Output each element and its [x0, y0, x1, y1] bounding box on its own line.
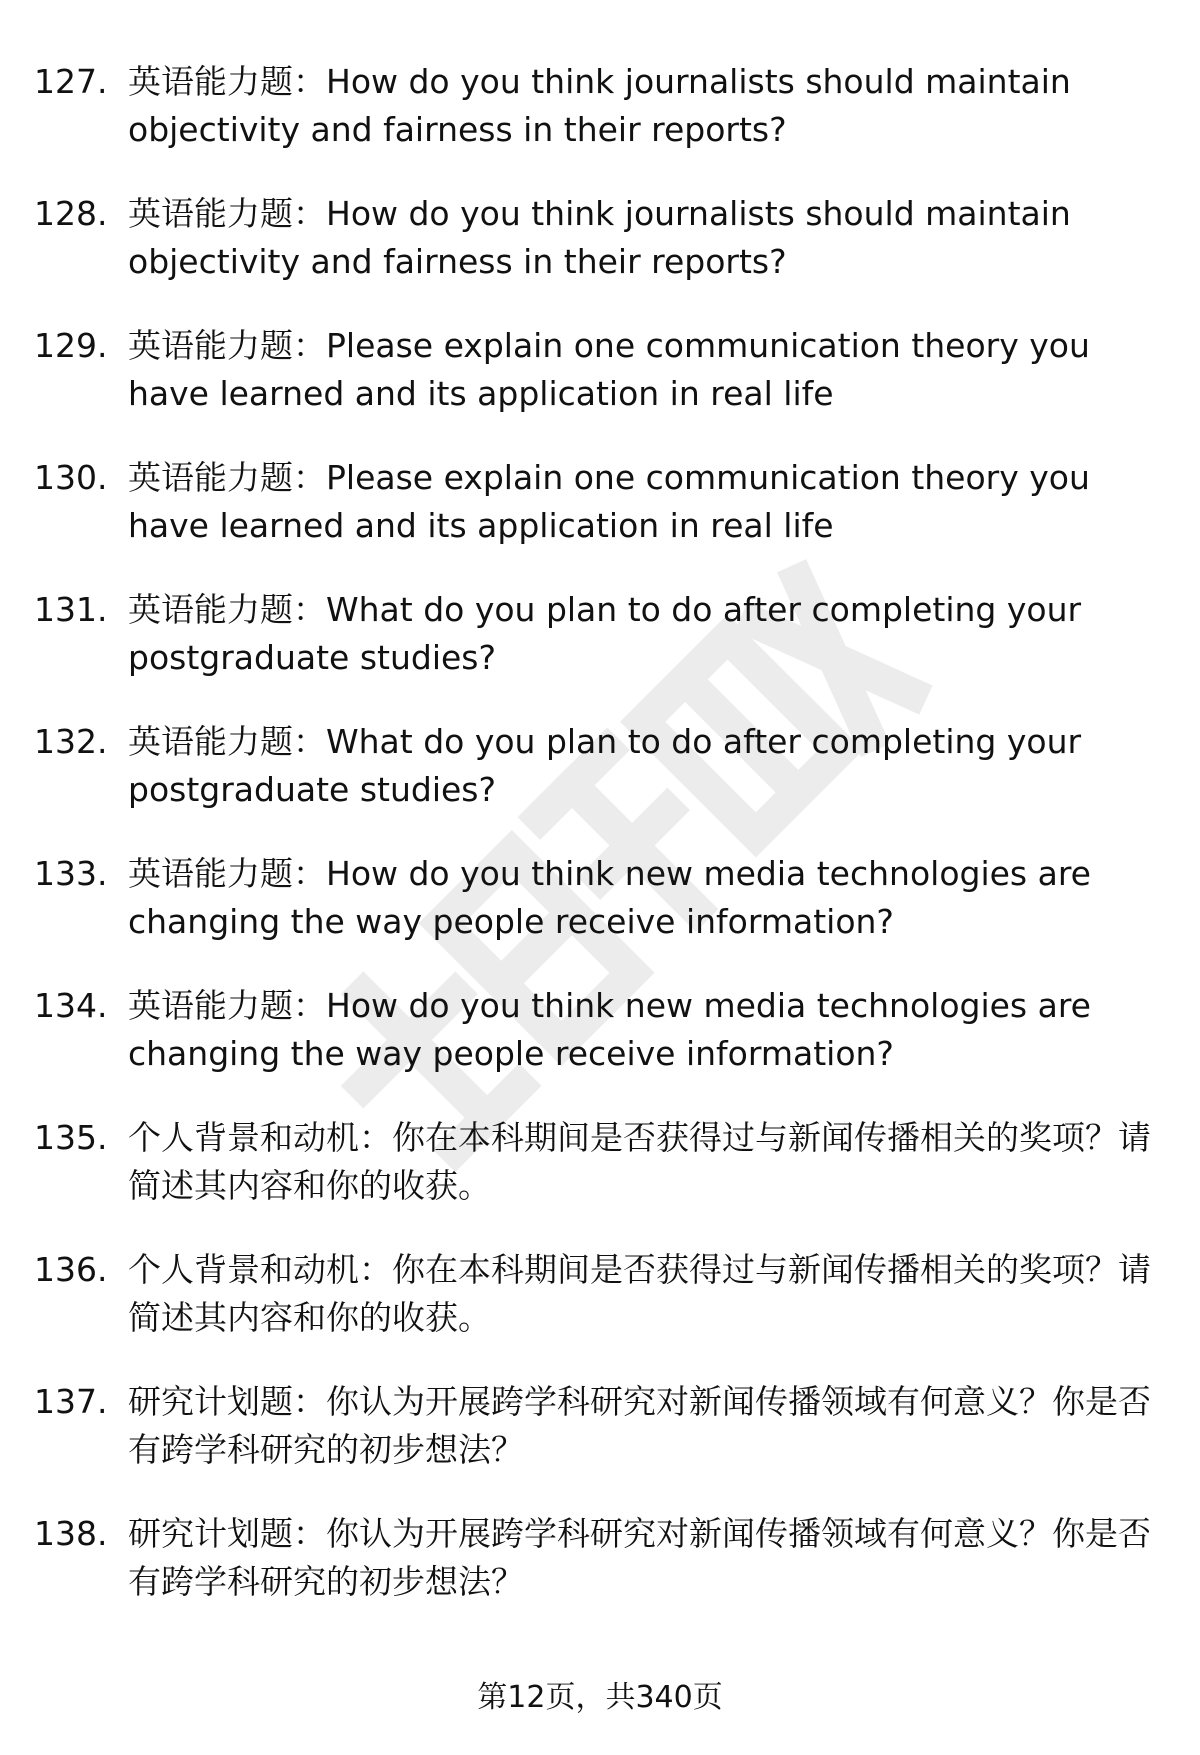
question-number: 134.	[34, 986, 108, 1025]
question-number: 137.	[34, 1382, 108, 1421]
question-number: 129.	[34, 326, 108, 365]
question-text: 英语能力题：Please explain one communication theory you have learned and its application in real life	[128, 326, 1090, 413]
question-number: 127.	[34, 62, 108, 101]
question-item-128	[0, 190, 1200, 322]
question-item-133	[0, 850, 1200, 982]
question-number: 131.	[34, 590, 108, 629]
question-number: 138.	[34, 1514, 108, 1553]
question-text: 英语能力题：What do you plan to do after completing your postgraduate studies?	[128, 590, 1082, 677]
question-text: 个人背景和动机：你在本科期间是否获得过与新闻传播相关的奖项？请简述其内容和你的收获。	[128, 1118, 1151, 1205]
question-text: 英语能力题：What do you plan to do after completing your postgraduate studies?	[128, 722, 1082, 809]
question-number: 132.	[34, 722, 108, 761]
page-number: 第12页，共340页	[477, 1680, 723, 1715]
question-number: 130.	[34, 458, 108, 497]
question-number: 133.	[34, 854, 108, 893]
question-item-132	[0, 718, 1200, 850]
question-item-134	[0, 982, 1200, 1114]
question-text: 英语能力题：Please explain one communication theory you have learned and its application in real life	[128, 458, 1090, 545]
question-list	[0, 58, 1200, 1642]
question-number: 128.	[34, 194, 108, 233]
question-text: 英语能力题：How do you think new media technologies are changing the way people receive information?	[128, 986, 1091, 1073]
question-text: 研究计划题：你认为开展跨学科研究对新闻传播领域有何意义？你是否有跨学科研究的初步想法？	[128, 1382, 1151, 1469]
question-item-129	[0, 322, 1200, 454]
question-text: 英语能力题：How do you think new media technologies are changing the way people receive information?	[128, 854, 1091, 941]
question-text: 英语能力题：How do you think journalists should maintain objectivity and fairness in their reports?	[128, 62, 1071, 149]
question-item-138	[0, 1510, 1200, 1642]
question-item-137	[0, 1378, 1200, 1510]
question-text: 个人背景和动机：你在本科期间是否获得过与新闻传播相关的奖项？请简述其内容和你的收获。	[128, 1250, 1151, 1337]
question-text: 研究计划题：你认为开展跨学科研究对新闻传播领域有何意义？你是否有跨学科研究的初步想法？	[128, 1514, 1151, 1601]
question-text: 英语能力题：How do you think journalists should maintain objectivity and fairness in their reports?	[128, 194, 1071, 281]
question-number: 135.	[34, 1118, 108, 1157]
question-number: 136.	[34, 1250, 108, 1289]
question-item-130	[0, 454, 1200, 586]
question-item-131	[0, 586, 1200, 718]
question-item-127	[0, 58, 1200, 190]
question-item-135	[0, 1114, 1200, 1246]
question-item-136	[0, 1246, 1200, 1378]
